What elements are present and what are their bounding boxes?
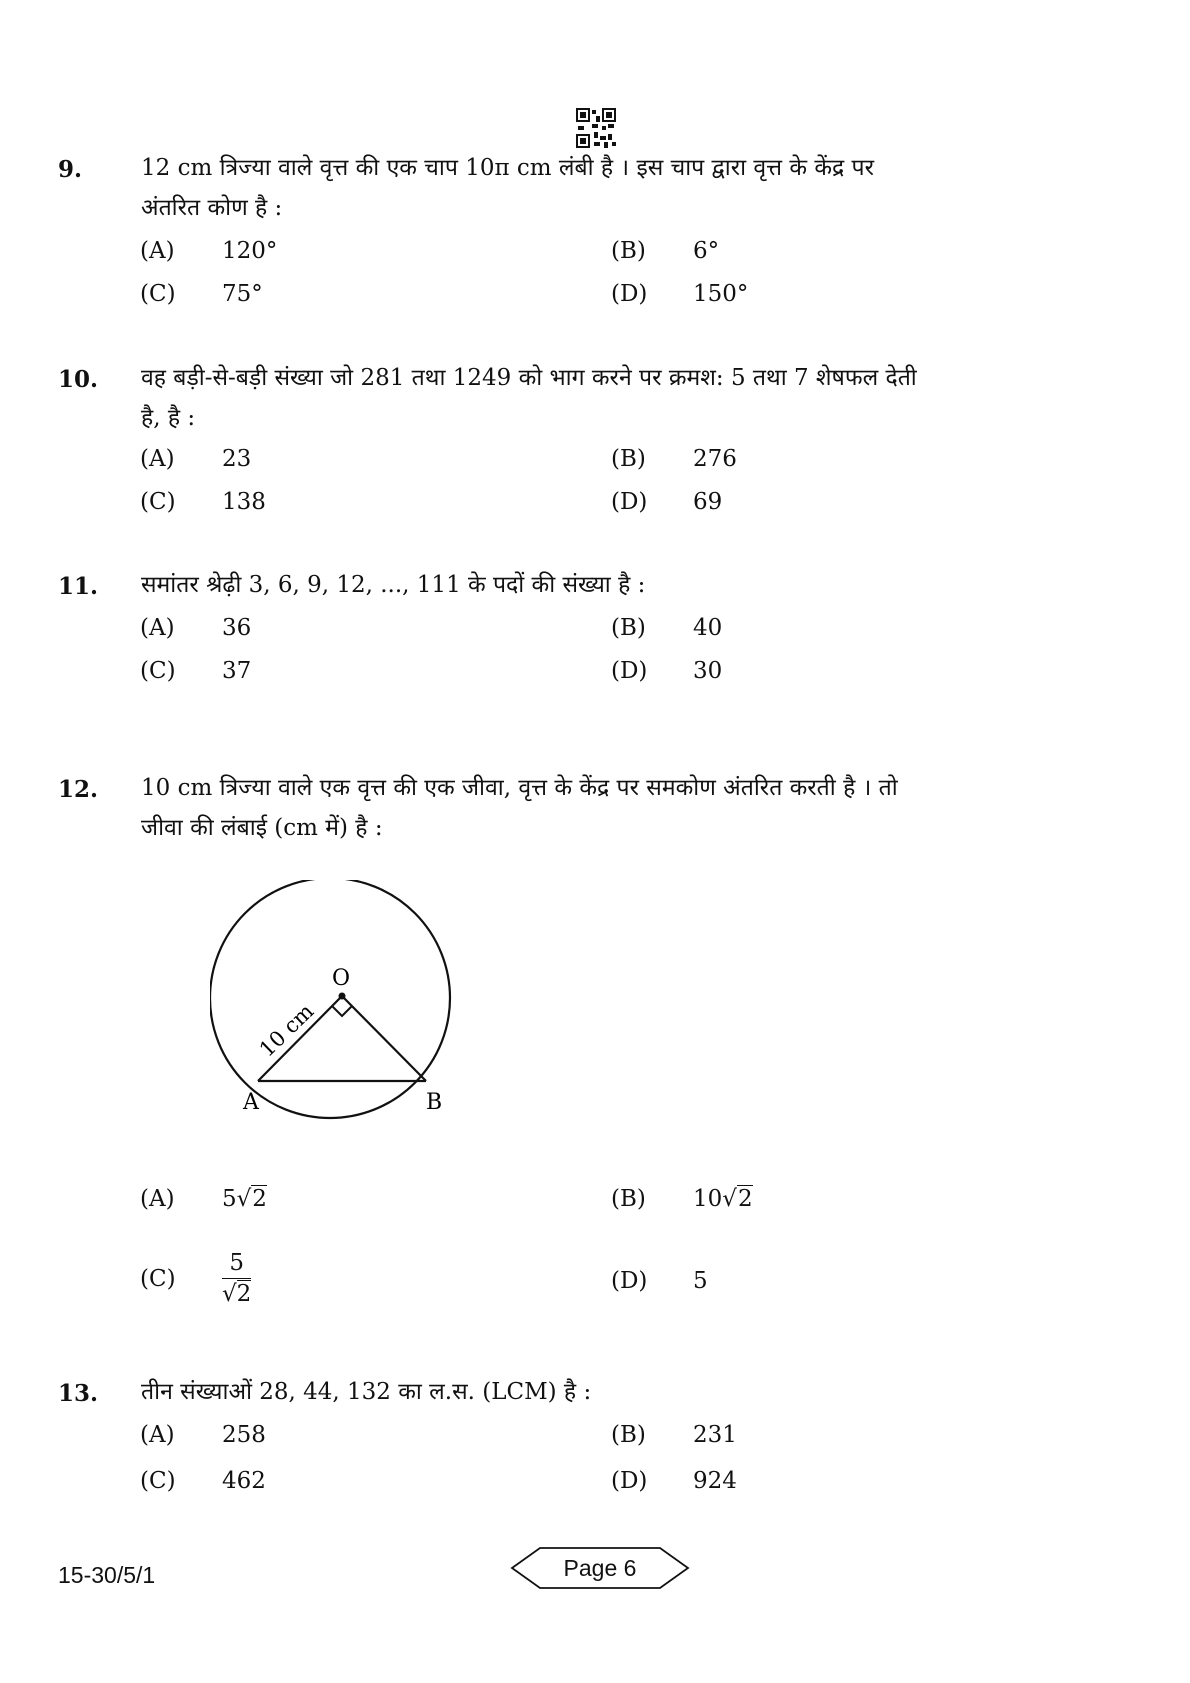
option-label: (A) [140, 615, 175, 641]
q12-option-a[interactable] [140, 1186, 267, 1212]
label-o: O [332, 966, 351, 991]
sqrt-expression: √2 [722, 1186, 753, 1212]
question-text-line: वह बड़ी-से-बड़ी संख्या जो 281 तथा 1249 को भाग करने पर क्रमश: 5 तथा 7 शेषफल देती [141, 365, 917, 391]
option-value: 69 [693, 489, 723, 515]
sqrt-expression: √2 [236, 1186, 267, 1212]
label-b: B [426, 1090, 443, 1115]
option-b[interactable] [611, 615, 722, 641]
option-label: (A) [140, 238, 175, 264]
option-value: 150° [693, 281, 749, 307]
option-b[interactable] [611, 1422, 737, 1448]
option-coef: 10 [693, 1186, 723, 1212]
question-number: 13. [58, 1380, 99, 1407]
question-text [141, 1372, 1071, 1412]
option-value: 924 [693, 1468, 737, 1494]
option-value: 138 [222, 489, 266, 515]
q12-option-c[interactable] [140, 1250, 251, 1307]
option-value: 40 [693, 615, 723, 641]
option-value: 231 [693, 1422, 737, 1448]
option-label: (A) [140, 1422, 175, 1448]
question-number: 11. [58, 573, 99, 600]
question-text-line: समांतर श्रेढ़ी 3, 6, 9, 12, ..., 111 के पदों की संख्या है : [141, 572, 646, 598]
option-value: 6° [693, 238, 720, 264]
option-value: 23 [222, 446, 252, 472]
option-label: (C) [140, 658, 176, 684]
qr-code-icon [576, 108, 616, 148]
option-label: (B) [611, 615, 646, 641]
option-label: (D) [611, 489, 648, 515]
circle-chord-diagram [210, 880, 470, 1140]
question-number: 9. [58, 156, 83, 183]
option-value: 462 [222, 1468, 266, 1494]
option-a[interactable] [140, 615, 251, 641]
option-label: (C) [140, 281, 176, 307]
question-text-line: 12 cm त्रिज्या वाले वृत्त की एक चाप 10π cm लंबी है । इस चाप द्वारा वृत्त के केंद्र पर [141, 155, 875, 181]
option-label: (D) [611, 1268, 648, 1294]
option-a[interactable] [140, 1422, 266, 1448]
question-text-line: 10 cm त्रिज्या वाले एक वृत्त की एक जीवा, वृत्त के केंद्र पर समकोण अंतरित करती है । तो [141, 775, 898, 801]
circle-shape [210, 880, 450, 1118]
question-text-line: अंतरित कोण है : [141, 195, 283, 221]
question-number: 12. [58, 776, 99, 803]
question-text-line: जीवा की लंबाई (cm में) है : [141, 815, 383, 841]
option-b[interactable] [611, 446, 737, 472]
label-radius: 10 cm [254, 999, 319, 1062]
option-coef: 5 [222, 1186, 237, 1212]
option-d[interactable] [611, 281, 748, 307]
option-value: 5 [693, 1268, 708, 1294]
option-label: (D) [611, 1468, 648, 1494]
q12-option-b[interactable] [611, 1186, 753, 1212]
radicand: 2 [737, 1186, 753, 1212]
option-label: (C) [140, 1468, 176, 1494]
radicand: 2 [252, 1186, 267, 1212]
question-text-line: है, है : [141, 405, 196, 431]
paper-code: 15-30/5/1 [58, 1562, 156, 1588]
question-text [141, 565, 1071, 605]
option-label: (C) [140, 489, 176, 515]
question-number: 10. [58, 366, 99, 393]
option-d[interactable] [611, 489, 722, 515]
page-number-badge [510, 1545, 690, 1591]
option-d[interactable] [611, 1468, 737, 1494]
option-value: 36 [222, 615, 252, 641]
radius-ob [342, 996, 426, 1081]
fraction [222, 1250, 251, 1307]
option-c[interactable] [140, 658, 251, 684]
option-label: (B) [611, 446, 646, 472]
option-label: (A) [140, 1186, 175, 1212]
option-label: (B) [611, 1186, 646, 1212]
option-d[interactable] [611, 658, 722, 684]
q12-option-d[interactable] [611, 1268, 708, 1294]
option-label: (C) [140, 1265, 176, 1292]
fraction-numerator: 5 [222, 1250, 251, 1279]
option-label: (D) [611, 658, 648, 684]
question-text [141, 148, 1071, 228]
option-value: 120° [222, 238, 278, 264]
fraction-denominator: √2 [222, 1281, 252, 1307]
option-label: (D) [611, 281, 648, 307]
option-value: 258 [222, 1422, 266, 1448]
option-value: 276 [693, 446, 737, 472]
option-label: (B) [611, 238, 646, 264]
option-c[interactable] [140, 281, 263, 307]
option-a[interactable] [140, 446, 251, 472]
option-label: (B) [611, 1422, 646, 1448]
label-a: A [243, 1090, 259, 1115]
option-b[interactable] [611, 238, 719, 264]
option-value: 30 [693, 658, 723, 684]
option-label: (A) [140, 446, 175, 472]
right-angle-marker [332, 1006, 352, 1016]
option-c[interactable] [140, 1468, 266, 1494]
option-value: 37 [222, 658, 252, 684]
question-text [141, 358, 1071, 438]
option-a[interactable] [140, 238, 277, 264]
page-label: Page 6 [563, 1555, 637, 1581]
question-text [141, 768, 1071, 848]
option-c[interactable] [140, 489, 266, 515]
center-point [339, 993, 346, 1000]
option-value: 75° [222, 281, 263, 307]
question-text-line: तीन संख्याओं 28, 44, 132 का ल.स. (LCM) है : [141, 1379, 592, 1405]
